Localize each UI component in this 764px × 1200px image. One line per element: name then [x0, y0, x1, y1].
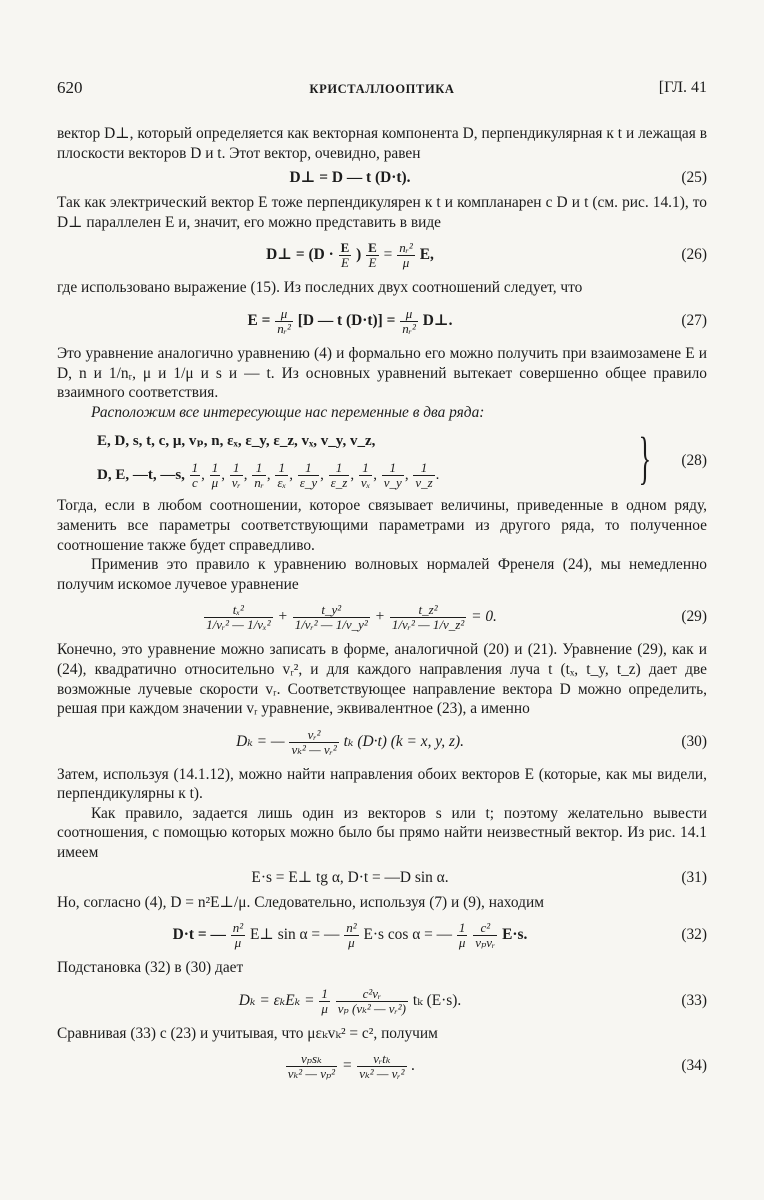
denominator: μ: [234, 935, 242, 951]
equation-number: (25): [681, 169, 707, 187]
paragraph: Применив это правило к уравнению волновых нормалей Френеля (24), мы немедленно получим искомое лучевое уравнение: [57, 556, 707, 593]
denominator: vₖ² — vₚ²: [287, 1066, 336, 1082]
equation-body: $\frac{\text{tₓ²}}{\text{1/vᵣ² — 1/vₓ²}}$ + $\frac{\text{t\_y²}}{\text{1/vᵣ² — 1/v\_y²}}$ + $\frac{\text{t\_z²}}{\text{1/vᵣ² — 1/v\_z²}}$ = 0.: [206, 602, 497, 633]
denominator: μ: [458, 935, 466, 951]
fraction: [400, 307, 418, 336]
eq-term: =: [341, 1057, 353, 1075]
numerator: vᵣtₖ: [357, 1052, 406, 1067]
numerator: 1: [319, 987, 330, 1002]
paragraph: Сравнивая (33) с (23) и учитывая, что μεₖvₖ² = c², получим: [57, 1024, 438, 1042]
equation-number: (29): [681, 608, 707, 626]
fraction: [275, 307, 293, 336]
fraction: [357, 1052, 406, 1081]
equation-number: (28): [681, 452, 707, 470]
eq-term: Dₖ = εₖEₖ =: [238, 991, 315, 1009]
numerator: vᵣ²: [289, 728, 338, 743]
fraction: [339, 241, 352, 270]
chapter-ref: [ГЛ. 41: [658, 79, 707, 96]
denominator: μ: [402, 255, 410, 271]
denominator: εₓ: [277, 475, 287, 491]
reciprocal: [230, 461, 243, 490]
equation-30: [57, 719, 707, 765]
equation-number: (34): [681, 1057, 707, 1075]
paragraph: Тогда, если в любом соотношении, которое связывает величины, приведенные в одном ряду, заменить все параметры соответствующими параметрами из другого ряда, то полученное соотношение также будет справедливо.: [57, 497, 707, 554]
equation-body: [57, 1043, 643, 1089]
denominator: E: [368, 255, 377, 271]
fraction: [473, 921, 497, 950]
eq-term: D·t = —: [172, 926, 226, 944]
equation-body: E·s = E⊥ tg α, D·t = —D sin α.: [251, 868, 449, 886]
right-brace: }: [638, 425, 652, 491]
reciprocal: [190, 461, 201, 490]
page-body: [57, 124, 707, 1089]
denominator: μ: [348, 935, 355, 951]
denominator: vₖ² — vᵣ²: [291, 741, 337, 757]
reciprocal: [329, 461, 350, 490]
array-row-2: D, E, —t, —s, $\frac{1}{c}$ , $\frac{1}{\mu}$ , $\frac{1}{\text{vᵣ}}$ , $\frac{1}{\text{nᵣ}}$ , $\frac{1}{\text{εₓ}}$ , $\frac{1}{\varepsilon\_y}$ , $\frac{1}{\varepsilon\_z}$ , $\frac{1}{\text{vₓ}}$ , $\frac{1}{v\_y}$ , $\frac{1}{v\_z}$ .: [97, 460, 440, 491]
equation-body: [57, 232, 643, 278]
equation-number: (31): [681, 868, 707, 886]
numerator: c²: [473, 921, 497, 936]
equation-number: (33): [681, 991, 707, 1009]
eq-term: [D — t (D·t)] =: [297, 311, 396, 329]
denominator: μ: [211, 475, 219, 491]
denominator: ε_y: [299, 475, 318, 491]
eq-term: Dₖ = —: [236, 732, 285, 750]
fraction: [397, 241, 415, 270]
equation-26: [57, 232, 707, 278]
eq-term: =: [383, 246, 393, 264]
numerator: n²: [346, 920, 357, 936]
denominator: vₓ: [360, 475, 371, 491]
denominator: nᵣ: [254, 475, 264, 491]
paragraph: где использовано выражение (15). Из последних двух соотношений следует, что: [57, 279, 583, 297]
reciprocal: [210, 461, 221, 490]
denominator: nᵣ²: [277, 320, 291, 336]
denominator: 1/vᵣ² — 1/v_y²: [294, 617, 368, 633]
denominator: 1/vᵣ² — 1/v_z²: [391, 617, 465, 633]
eq-term: D⊥.: [422, 311, 453, 329]
paragraph: Так как электрический вектор E тоже перпендикулярен к t и компланарен с D и t (см. рис. 14.1), то D⊥ параллелен E и, значит, его можно представить в виде: [57, 194, 707, 231]
eq-term: tₖ (E·s).: [412, 991, 462, 1009]
numerator: 1: [382, 461, 404, 476]
denominator: 1/vᵣ² — 1/vₓ²: [206, 617, 271, 633]
fraction: [319, 987, 330, 1016]
fraction: [286, 1052, 337, 1081]
paragraph: вектор D⊥, который определяется как векторная компонента D, перпендикулярная к t и лежащая в плоскости векторов D и t. Этот вектор, очевидно, равен: [57, 125, 707, 162]
fraction: [390, 603, 466, 632]
denominator: vₚvᵣ: [475, 935, 496, 951]
equation-number: (30): [681, 732, 707, 750]
equation-32: [57, 912, 707, 958]
numerator: 1: [413, 461, 434, 476]
denominator: vₚ (vₖ² — vᵣ²): [337, 1000, 406, 1016]
eq-term: tₖ (D·t) (k = x, y, z).: [343, 732, 464, 750]
equation-31: [57, 863, 707, 893]
equation-body: D⊥ = D — t (D·t).: [289, 169, 411, 187]
numerator: nᵣ²: [399, 240, 413, 256]
denominator: v_y: [383, 475, 402, 491]
equation-number: (26): [681, 246, 707, 264]
fraction: [336, 987, 408, 1016]
fraction: [366, 241, 379, 270]
eq-term: .: [411, 1057, 416, 1075]
fraction: [457, 921, 468, 950]
eq-term: E,: [419, 246, 434, 264]
equation-number: (32): [681, 926, 707, 944]
equation-33: [57, 978, 707, 1024]
numerator: 1: [275, 461, 288, 476]
page-number: 620: [57, 78, 83, 97]
fraction: [204, 603, 273, 632]
equation-27: [57, 298, 707, 344]
numerator: μ: [275, 307, 293, 322]
denominator: ε_z: [330, 475, 348, 491]
fraction: [293, 603, 370, 632]
reciprocal: [382, 461, 404, 490]
numerator: c²vᵣ: [336, 987, 408, 1002]
eq-term: E =: [247, 311, 271, 329]
running-title: КРИСТАЛЛООПТИКА: [309, 82, 455, 96]
eq-term: D⊥ = (D ·: [266, 246, 334, 264]
reciprocal: [252, 461, 266, 490]
eq-term: E·s.: [502, 926, 528, 944]
numerator: tₓ²: [204, 603, 273, 618]
numerator: 1: [252, 461, 266, 476]
denominator: E: [340, 255, 349, 271]
denominator: c: [192, 475, 198, 491]
page-header: [57, 78, 707, 100]
reciprocal: [275, 461, 288, 490]
array-row-1: E, D, s, t, c, μ, vₚ, n, εₓ, ε_y, ε_z, vₓ, v_y, v_z,: [97, 433, 376, 450]
numerator: vₚsₖ: [286, 1052, 337, 1067]
reciprocal: [359, 461, 372, 490]
denominator: v_z: [415, 475, 433, 491]
numerator: 1: [329, 461, 350, 476]
eq-term: ): [356, 246, 362, 264]
denominator: vᵣ: [231, 475, 241, 491]
equation-28: [57, 422, 707, 496]
denominator: μ: [321, 1000, 328, 1016]
numerator: t_y²: [293, 603, 370, 618]
fraction: [344, 921, 358, 950]
paragraph: Затем, используя (14.1.12), можно найти направления обоих векторов E (которые, как мы видели, перпендикулярны к t).: [57, 765, 707, 803]
equation-number: (27): [681, 311, 707, 329]
numerator: n²: [232, 920, 244, 936]
numerator: 1: [191, 460, 199, 476]
numerator: μ: [400, 307, 418, 322]
equation-body: [57, 298, 643, 344]
numerator: 1: [298, 461, 319, 476]
denominator: nᵣ²: [402, 320, 416, 336]
numerator: 1: [210, 461, 221, 476]
numerator: 1: [457, 921, 468, 936]
numerator: E: [368, 240, 377, 256]
equation-25: [57, 163, 707, 193]
paragraph: Но, согласно (4), D = n²E⊥/μ. Следовательно, используя (7) и (9), находим: [57, 893, 544, 911]
numerator: 1: [230, 461, 243, 476]
denominator: vₖ² — vᵣ²: [359, 1066, 405, 1082]
equation-body: [57, 912, 643, 958]
reciprocal: [298, 461, 319, 490]
numerator: t_z²: [390, 603, 466, 618]
reciprocal: [413, 461, 434, 490]
row-2-lhs: D, E, —t, —s,: [97, 467, 185, 484]
eq-term: E⊥ sin α = —: [249, 926, 340, 944]
equation-34: [57, 1043, 707, 1089]
numerator: E: [340, 240, 350, 256]
eq-term: = 0.: [471, 608, 497, 626]
paragraph: Это уравнение аналогично уравнению (4) и формально его можно получить при взаимозамене E и D, n и 1/nᵣ, μ и 1/μ и s и — t. Из основных уравнений вытекает совершенно общее правило взаимного соответствия.: [57, 344, 707, 402]
paragraph: Расположим все интересующие нас переменные в два ряда:: [91, 403, 485, 421]
correspondence-array: [97, 426, 657, 494]
eq-term: E·s cos α = —: [363, 926, 453, 944]
equation-body: [57, 719, 643, 765]
numerator: 1: [359, 461, 372, 476]
paragraph: Как правило, задается лишь один из векторов s или t; поэтому желательно вывести соотношения, с помощью которых можно было бы прямо найти неизвестный вектор. Из рис. 14.1 имеем: [57, 804, 707, 862]
paragraph: Конечно, это уравнение можно записать в форме, аналогичной (20) и (21). Уравнение (29), как и (24), квадратично относительно vᵣ², и для каждого направления луча t (tₓ, t_y, t_z) дает две возможные лучевые скорости vᵣ. Соответствующее направление вектора D можно определить, решая при каждом значении vᵣ уравнение, эквивалентное (23), а именно: [57, 641, 707, 718]
fraction: [231, 921, 245, 950]
equation-body: [57, 978, 643, 1024]
fraction: [289, 728, 338, 757]
paragraph: Подстановка (32) в (30) дает: [57, 959, 244, 977]
equation-29: [57, 594, 707, 640]
